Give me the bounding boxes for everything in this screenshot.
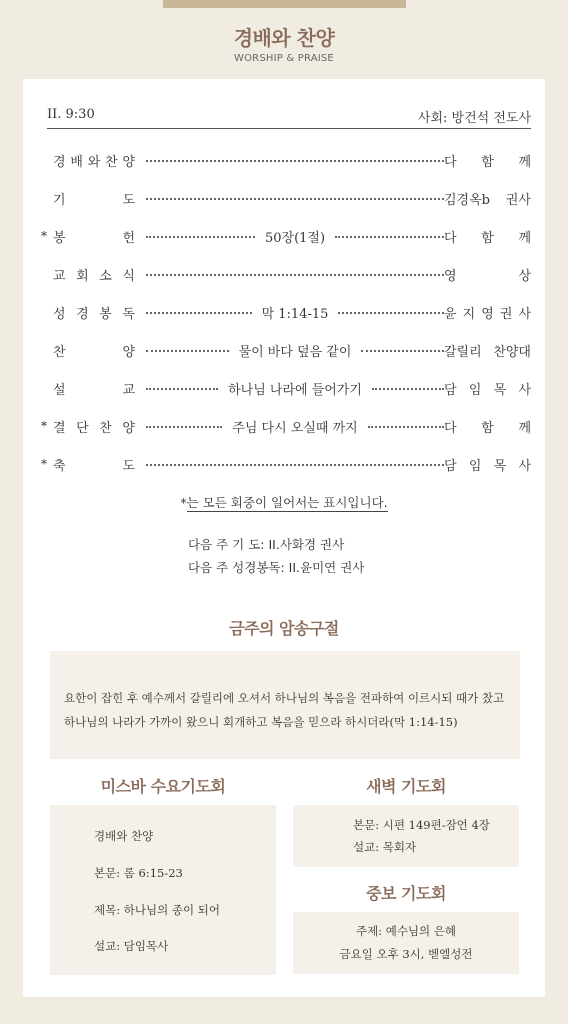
- standing-mark: *: [41, 419, 47, 433]
- order-row: [41, 378, 531, 398]
- leader-dots: [146, 426, 222, 428]
- standing-mark: *: [180, 495, 187, 510]
- next-week-prayer: 다음 주 기 도: II.사화경 권사: [188, 537, 345, 552]
- intercession-line: 주제: 예수님의 은혜: [355, 924, 457, 938]
- dotted-leader: [146, 272, 444, 276]
- order-item-title: 경 배 와 찬 양: [53, 154, 135, 170]
- order-item-title: 봉 헌: [53, 230, 135, 246]
- order-row: [41, 188, 531, 208]
- memory-verse-title: 금주의 암송구절: [229, 619, 339, 638]
- dawn-line: 설교: 목회자: [353, 840, 417, 854]
- leader-dots: [372, 388, 444, 390]
- order-item-person: 윤 지 영 권 사: [444, 306, 531, 322]
- order-item-title: 성 경 봉 독: [53, 306, 135, 322]
- order-item-detail: 막 1:14-15: [261, 306, 329, 322]
- dotted-leader: [146, 158, 444, 162]
- order-item-title: 기 도: [53, 192, 135, 208]
- order-row: [41, 416, 531, 436]
- wednesday-prayer-title: 미스바 수요기도회: [100, 777, 226, 796]
- dotted-leader: [146, 227, 444, 246]
- order-item-title: 결 단 찬 양: [53, 420, 135, 436]
- wednesday-line: 본문: 롬 6:15-23: [94, 866, 183, 880]
- dotted-leader: [146, 417, 444, 436]
- order-row: [41, 454, 531, 474]
- wednesday-line: 제목: 하나님의 종이 되어: [94, 903, 220, 917]
- memory-verse-line: 하나님의 나라가 가까이 왔으니 회개하고 복음을 믿으라 하시더라(막 1:14-15): [64, 715, 458, 729]
- order-item-title: 교 회 소 식: [53, 268, 135, 284]
- page-subtitle: WORSHIP & PRAISE: [234, 53, 334, 64]
- order-item-person: 담 임 목 사: [444, 382, 531, 398]
- leader-dots: [368, 426, 444, 428]
- order-item-person: 다 함 께: [444, 420, 531, 436]
- leader-dots: [146, 388, 218, 390]
- order-item-person: 다 함 께: [444, 154, 531, 170]
- wednesday-line: 경배와 찬양: [94, 829, 154, 843]
- order-row: [41, 226, 531, 246]
- leader-dots: [146, 274, 444, 276]
- service-header: [47, 107, 531, 129]
- standing-mark: *: [41, 457, 47, 471]
- dotted-leader: [146, 462, 444, 466]
- dawn-line: 본문: 시편 149편-잠언 4장: [353, 818, 490, 832]
- service-presider: 사회: 방건석 전도사: [417, 111, 531, 126]
- order-item-person: 갈릴리 찬양대: [444, 344, 531, 360]
- leader-dots: [146, 198, 444, 200]
- leader-dots: [146, 236, 255, 238]
- leader-dots: [361, 350, 444, 352]
- leader-dots: [335, 236, 444, 238]
- order-item-detail: 하나님 나라에 들어가기: [228, 382, 362, 398]
- dotted-leader: [146, 341, 444, 360]
- leader-dots: [146, 464, 444, 466]
- top-accent-bar: [163, 0, 406, 8]
- order-row: [41, 264, 531, 284]
- content-card: [23, 79, 545, 997]
- order-row: [41, 302, 531, 322]
- order-row: [41, 150, 531, 170]
- leader-dots: [146, 160, 444, 162]
- order-item-detail: 물이 바다 덮음 같이: [238, 344, 352, 360]
- order-item-title: 축 도: [53, 458, 135, 474]
- dawn-prayer-title: 새벽 기도회: [366, 777, 446, 796]
- dotted-leader: [146, 196, 444, 200]
- order-item-person: 다 함 께: [444, 230, 531, 246]
- memory-verse-text: [64, 686, 524, 734]
- order-item-title: 찬 양: [53, 344, 135, 360]
- standing-note: [23, 493, 545, 511]
- intercession-box: [293, 912, 519, 974]
- service-time: II. 9:30: [47, 107, 95, 122]
- memory-verse-line: 요한이 잡힌 후 예수께서 갈릴리에 오셔서 하나님의 복음을 전파하여 이르시되 때가 찼고: [64, 691, 505, 705]
- intercession-line: 금요일 오후 3시, 벧엘성전: [339, 947, 473, 961]
- dotted-leader: [146, 303, 444, 322]
- order-item-person: 영 상: [444, 268, 531, 284]
- dawn-prayer-box: [293, 805, 519, 867]
- order-item-detail: 주님 다시 오실때 까지: [232, 420, 358, 436]
- wednesday-prayer-box: [50, 805, 276, 975]
- order-item-title: 설 교: [53, 382, 135, 398]
- leader-dots: [146, 350, 229, 352]
- leader-dots: [338, 312, 444, 314]
- page-title: 경배와 찬양: [233, 26, 335, 50]
- intercession-title: 중보 기도회: [366, 884, 446, 903]
- standing-note-text: 는 모든 회중이 일어서는 표시입니다.: [186, 495, 388, 510]
- order-row: [41, 340, 531, 360]
- order-item-detail: 50장(1절): [264, 230, 326, 246]
- memory-verse-box: [50, 651, 520, 759]
- dotted-leader: [146, 379, 444, 398]
- order-item-person: 담 임 목 사: [444, 458, 531, 474]
- standing-mark: *: [41, 229, 47, 243]
- next-week-reading: 다음 주 성경봉독: II.윤미연 권사: [188, 560, 365, 575]
- leader-dots: [146, 312, 252, 314]
- wednesday-line: 설교: 담임목사: [94, 939, 169, 953]
- order-item-person: 김경옥b 권사: [444, 192, 531, 208]
